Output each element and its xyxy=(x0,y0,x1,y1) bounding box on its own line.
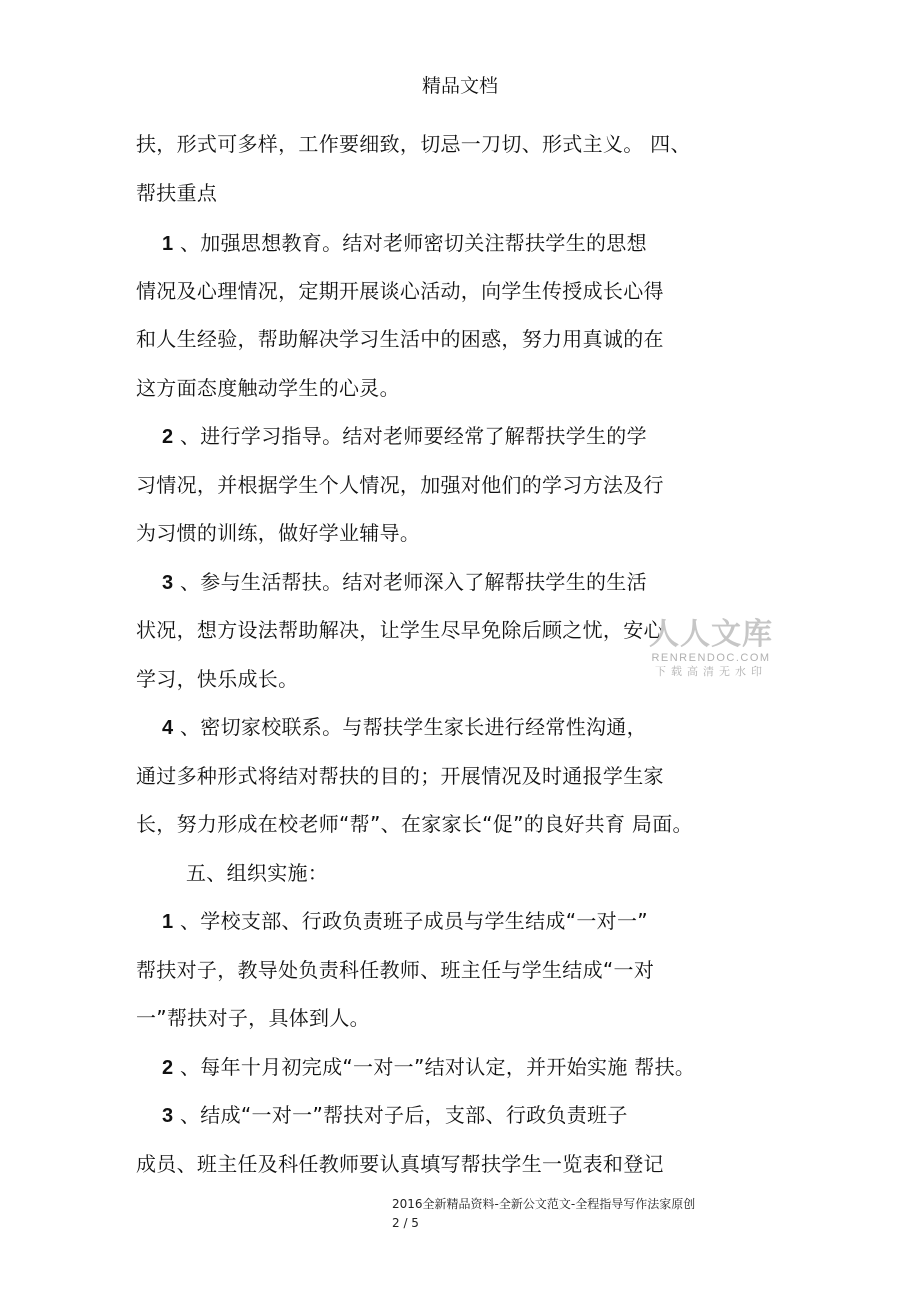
text-line: 帮扶对子，教导处负责科任教师、班主任与学生结成“一对 xyxy=(136,958,655,982)
watermark-slogan: 下载高清无水印 xyxy=(655,665,767,678)
text-line: 为习惯的训练，做好学业辅导。 xyxy=(136,521,421,545)
text-line: 和人生经验，帮助解决学习生活中的困惑，努力用真诚的在 xyxy=(136,327,664,351)
section-heading: 五、组织实施： xyxy=(186,861,329,885)
text-line: 情况及心理情况，定期开展谈心活动，向学生传授成长心得 xyxy=(136,279,664,303)
page-header-title: 精品文档 xyxy=(421,75,498,97)
text-line: 状况，想方设法帮助解决，让学生尽早免除后顾之忧，安心 xyxy=(136,618,664,642)
page-number: 2 / 5 xyxy=(392,1216,419,1230)
list-number: 2 xyxy=(162,1057,174,1079)
list-number: 3 xyxy=(162,572,174,594)
list-item-text: 、结成“一对一”帮扶对子后，支部、行政负责班子 xyxy=(180,1103,628,1127)
watermark-brand: 人人文库 xyxy=(649,617,773,652)
list-item-line xyxy=(136,1054,695,1081)
list-item-text: 、每年十月初完成“一对一”结对认定，并开始实施 帮扶。 xyxy=(180,1055,696,1079)
footer-note: 2016全新精品资料-全新公文范文-全程指导写作法家原创 xyxy=(392,1197,696,1211)
text-line: 学习，快乐成长。 xyxy=(136,667,299,691)
text-line: 这方面态度触动学生的心灵。 xyxy=(136,376,400,400)
list-number: 1 xyxy=(162,233,174,255)
text-line: 通过多种形式将结对帮扶的目的；开展情况及时通报学生家 xyxy=(136,764,664,788)
watermark-site: RENRENDOC.COM xyxy=(651,652,771,664)
list-number: 2 xyxy=(162,426,174,448)
list-item-text: 、加强思想教育。结对老师密切关注帮扶学生的思想 xyxy=(180,231,647,255)
list-item-line xyxy=(136,908,648,935)
list-number: 1 xyxy=(162,911,174,933)
text-line: 帮扶重点 xyxy=(136,181,218,205)
text-line: 扶，形式可多样，工作要细致，切忌一刀切、形式主义。 四、 xyxy=(136,132,691,156)
list-item-text: 、密切家校联系。与帮扶学生家长进行经常性沟通， xyxy=(180,715,647,739)
text-line: 长，努力形成在校老师“帮”、在家家长“促”的良好共育 局面。 xyxy=(136,812,693,836)
text-line: 习情况，并根据学生个人情况，加强对他们的学习方法及行 xyxy=(136,473,664,497)
list-item-line xyxy=(136,230,647,257)
list-number: 3 xyxy=(162,1105,174,1127)
list-item-line xyxy=(136,1102,628,1129)
text-line: 成员、班主任及科任教师要认真填写帮扶学生一览表和登记 xyxy=(136,1152,664,1176)
list-item-line xyxy=(136,714,647,741)
list-item-text: 、参与生活帮扶。结对老师深入了解帮扶学生的生活 xyxy=(180,570,647,594)
list-item-line xyxy=(136,569,647,596)
watermark-logo xyxy=(646,618,776,679)
list-item-text: 、学校支部、行政负责班子成员与学生结成“一对一” xyxy=(180,909,648,933)
text-line: 一”帮扶对子，具体到人。 xyxy=(136,1006,370,1030)
list-number: 4 xyxy=(162,717,174,739)
list-item-text: 、进行学习指导。结对老师要经常了解帮扶学生的学 xyxy=(180,424,647,448)
list-item-line xyxy=(136,423,647,450)
